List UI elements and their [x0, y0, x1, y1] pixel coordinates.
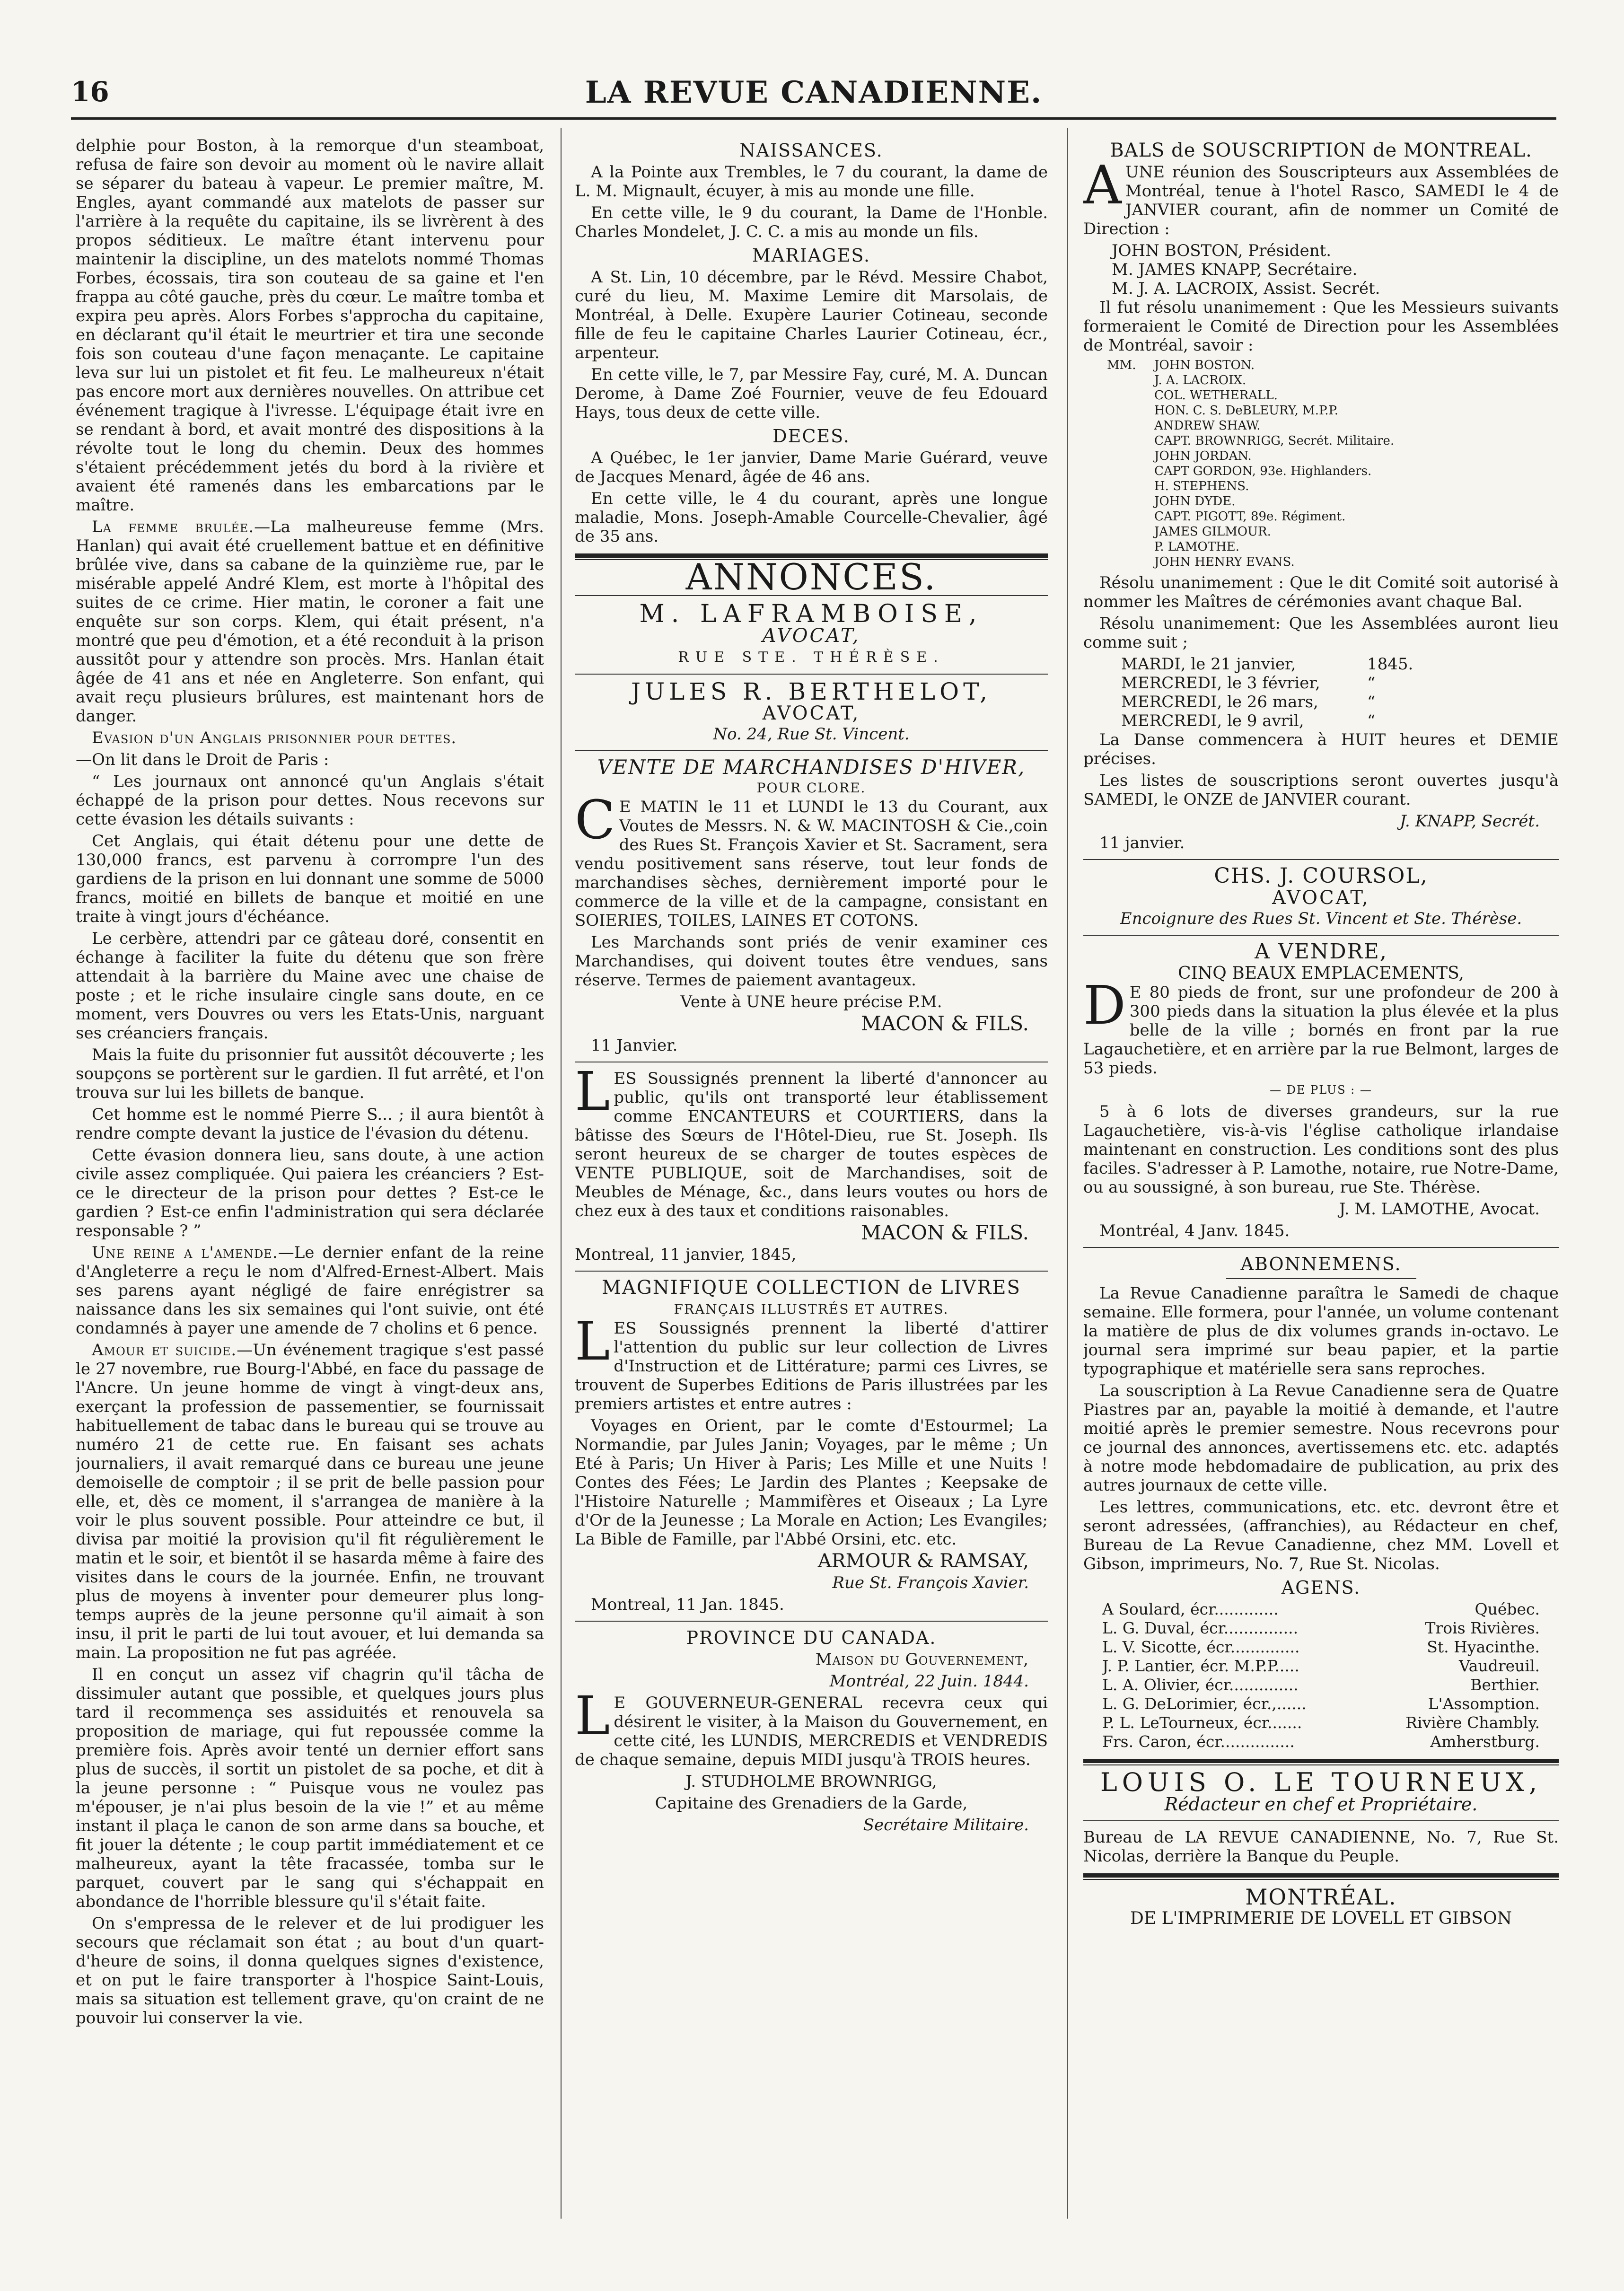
committee-member: CAPT GORDON, 93e. Highlanders. — [1154, 464, 1372, 478]
rule — [1226, 1278, 1416, 1279]
abonnemens-title: ABONNEMENS. — [1240, 1254, 1402, 1274]
bals-title: BALS de SOUSCRIPTION de MONTREAL. — [1110, 140, 1532, 161]
date-year: “ — [1367, 674, 1376, 693]
article-reine — [76, 1243, 544, 1338]
province-title: PROVINCE DU CANADA. — [686, 1627, 937, 1648]
vendre-text: E 80 pieds de front, sur une profondeur de 200 à 300 pieds dans la situation la plus élevée et la plus belle de la ville ; bornés en front par la rue Lagauchetière, et en arrière par la rue Belmont, larges de 53 pieds. — [1083, 983, 1559, 1078]
committee-member: ANDREW SHAW. — [1154, 419, 1261, 433]
section-rule — [1083, 1759, 1559, 1765]
province-text: E GOUVERNEUR-GENERAL recevra ceux qui désirent le visiter, à la Maison du Gouvernement, en cette cité, les LUNDIS, MERCREDIS et VENDREDIS de chaque semaine, depuis MIDI jusqu'à TROIS heures. — [575, 1694, 1048, 1769]
article-paragraph: delphie pour Boston, à la remorque d'un steamboat, refusa de faire son devoir au moment où le navire allait se séparer du bateau à vapeur. Le premier maître, M. Engles, ayant commandé aux matelots de passer sur l'arrière à la requête du capitaine, ils se livrèrent à des propos séditieux. Le maître étant intervenu pour maintenir la discipline, un des matelots nommé Thomas Forbes, écossais, tira son couteau de sa gaine et l'en frappa au côté gauche, près du cœur. Le maître tomba et expira peu après. Alors Forbes s'approcha du capitaine, en déclarant qu'il était le meurtrier et tira une seconde fois son couteau d'une façon menaçante. Le capitaine leva sur lui un pistolet et fit feu. Le malheureux n'était pas encore mort aux dernières nouvelles. On attribue cet événement tragique à l'ivresse. L'équipage était ivre en se rendant à bord, et avait montré des dispositions à la révolte tout le long du chemin. Deux des hommes s'étaient précédemment jetés du bord à la rivière et avaient été ramenés dans les embarcations par le maître. — [76, 136, 544, 515]
agent-row — [1102, 1619, 1540, 1638]
bals-danse: La Danse commencera à HUIT heures et DEMIE précises. — [1083, 730, 1559, 768]
committee-member: H. STEPHENS. — [1154, 479, 1249, 493]
rule — [575, 750, 1048, 751]
article-paragraph: Cet Anglais, qui était détenu pour une dette de 130,000 francs, est parvenu à corrompre l'un des gardiens de la prison en lui donnant une somme de 5000 francs, moitié en billets de banque et moitié en une traite à vingt jours d'échéance. — [76, 832, 544, 926]
agent-name: L. G. Duval, écr............... — [1102, 1619, 1299, 1637]
vente-signature: MACON & FILS. — [861, 1012, 1029, 1035]
encan-signature: MACON & FILS. — [861, 1221, 1029, 1244]
berthelot-title: AVOCAT, — [762, 702, 860, 724]
date-row — [1121, 693, 1559, 711]
agent-place: Trois Rivières. — [1425, 1619, 1540, 1637]
vendre-body2: 5 à 6 lots de diverses grandeurs, sur la rue Lagauchetière, vis-à-vis l'église catholique irlandaise maintenant en construction. Les conditions sont des plus faciles. S'adresser à P. Lamothe, notaire, rue Notre-Dame, ou au soussigné, à son bureau, rue Ste. Thérèse. — [1083, 1102, 1559, 1197]
article-evasion — [76, 729, 544, 747]
rule — [1083, 1247, 1559, 1248]
vente-subtitle: POUR CLORE. — [756, 780, 866, 796]
province-signature-role: Secrétaire Militaire. — [863, 1816, 1029, 1835]
agent-name: Frs. Caron, écr............... — [1102, 1732, 1295, 1751]
notice-paragraph: A Québec, le 1er janvier, Dame Marie Guérard, veuve de Jacques Menard, âgée de 46 ans. — [575, 448, 1048, 486]
notice-paragraph: A St. Lin, 10 décembre, par le Révd. Messire Chabot, curé du lieu, M. Maxime Lemire dit Marsolais, de Montréal, à Delle. Exupère Laurier Cotineau, seconde fille de feu le capitaine Charles Laurier Cotineau, écr., arpenteur. — [575, 268, 1048, 362]
column-news — [76, 136, 544, 2241]
committee-member: COL. WETHERALL. — [1154, 388, 1278, 403]
vendre-date: Montréal, 4 Janv. 1845. — [1099, 1221, 1290, 1240]
bals-officers — [1112, 241, 1559, 298]
bals-resolution: Il fut résolu unanimement : Que les Messieurs suivants formeraient le Comité de Direction pour les Assemblées de Montréal, savoir : — [1083, 298, 1559, 355]
drop-cap: A — [1083, 155, 1122, 216]
bals-date: 11 janvier. — [1099, 834, 1185, 852]
vente-time: Vente à UNE heure précise P.M. — [680, 992, 942, 1011]
agent-name: A Soulard, écr............. — [1102, 1600, 1279, 1618]
article-text: —Le dernier enfant de la reine d'Angleterre a reçu le nom d'Alfred-Ernest-Albert. Mais ses parens ayant négligé de faire enrégistrer sa naissance dans les six semaines qui l'ont suivie, ont été condamnés à payer une amende de 7 cholins et 6 pence. — [76, 1243, 544, 1338]
date-day: MERCREDI, le 26 mars, — [1121, 693, 1318, 711]
bals-signature: J. KNAPP, Secrét. — [1399, 812, 1540, 831]
article-paragraph: Cette évasion donnera lieu, sans doute, à une action civile assez compliquée. Qui paiera les créanciers ? Est-ce le directeur de la prison pour dettes ? Est-ce le gardien ? Est-ce enfin l'administration qui sera déclarée responsable ? ” — [76, 1146, 544, 1240]
article-paragraph: On s'empressa de le relever et de lui prodiguer les secours que réclamait son état ; au bout d'un quart-d'heure de soins, il donna quelques signes d'existence, et on put le faire transporter à l'hospice Saint-Louis, mais sa situation est tellement grave, qu'on craint de ne pouvoir lui conserver la vie. — [76, 1914, 544, 2028]
committee-member: HON. C. S. DeBLEURY, M.P.P. — [1154, 404, 1338, 418]
date-row — [1121, 655, 1559, 674]
article-heading: La femme brulée. — [92, 518, 255, 536]
article-paragraph: Il en conçut un assez vif chagrin qu'il tâcha de dissimuler autant que possible, et quelques jours plus tard il recommença ses assiduités et renouvela sa proposition de mariage, qui fut repoussée comme la première fois. Après avoir tenté un dernier effort sans plus de succès, il sortit un pistolet de sa poche, et dit à la jeune personne : “ Puisque vous ne voulez pas m'épouser, je n'ai plus besoin de la vie !” et au même instant il plaça le canon de son arme dans sa bouche, et fit jouer la détente ; le coup partit immédiatement et ce malheureux, ayant la tête fracassée, tomba sur le parquet, couvert par le sang qui s'échappait en abondance de l'horrible blessure qu'il s'était faite. — [76, 1665, 544, 1911]
date-row — [1121, 674, 1559, 693]
article-paragraph: Cet homme est le nommé Pierre S... ; il aura bientôt à rendre compte devant la justice de l'évasion du détenu. — [76, 1105, 544, 1143]
agent-place: Québec. — [1475, 1600, 1540, 1618]
agent-name: J. P. Lantier, écr. M.P.P..... — [1102, 1657, 1299, 1675]
coursol-address: Encoignure des Rues St. Vincent et Ste. Thérèse. — [1120, 909, 1522, 928]
drop-cap: C — [575, 790, 615, 851]
livres-signature: ARMOUR & RAMSAY, — [817, 1550, 1029, 1572]
article-text: —Un événement tragique s'est passé le 27 novembre, rue Bourg-l'Abbé, en face du passage de l'Ancre. Un jeune homme de vingt à vingt-deux ans, exerçant la profession de passementier, se fournissait habituellement de tabac dans le bureau qui se trouve au numéro 21 de cette rue. En faisant ses achats journaliers, il avait remarqué dans ce bureau une jeune demoiselle de comptoir ; il se prit de belle passion pour elle, et, dès ce moment, il s'arrangea de manière à la voir le plus souvent possible. Pour atteindre ce but, il divisa par moitié la provision qu'il fit régulièrement le matin et le soir, et bientôt il se hasarda même à faire des visites dans le cours de la journée. Enfin, ne trouvant plus de moyens à inventer pour demeurer plus long-temps auprès de la jeune personne qu'il aimait à son insu, il prit le parti de lui tout avouer, et lui demanda sa main. La proposition ne fut pas agréée. — [76, 1341, 544, 1662]
province-body — [575, 1685, 1048, 1769]
agent-row — [1102, 1638, 1540, 1657]
livres-subtitle: FRANÇAIS ILLUSTRÉS ET AUTRES. — [674, 1301, 949, 1317]
page-number: 16 — [71, 76, 109, 108]
agent-row — [1102, 1676, 1540, 1694]
abonnemens-paragraph: La Revue Canadienne paraîtra le Samedi de chaque semaine. Elle formera, pour l'année, un volume contenant la matière de plus de dix volumes grands in-octavo. Le journal sera imprimé sur beau papier, et la partie typographique et matérielle sera sans reproches. — [1083, 1284, 1559, 1378]
annonces-title: ANNONCES. — [685, 556, 937, 598]
section-rule — [1083, 1873, 1559, 1880]
rule — [575, 674, 1048, 675]
livres-title: MAGNIFIQUE COLLECTION de LIVRES — [602, 1277, 1021, 1299]
naissances-title: NAISSANCES. — [739, 140, 883, 161]
vendre-signature: J. M. LAMOTHE, Avocat. — [1339, 1200, 1540, 1219]
coursol-title: AVOCAT, — [1272, 887, 1370, 909]
vendre-title: A VENDRE, — [1255, 939, 1387, 964]
drop-cap: L — [575, 1061, 610, 1123]
agent-place: Amherstburg. — [1430, 1732, 1540, 1751]
mariages-title: MARIAGES. — [752, 245, 871, 266]
article-heading: Evasion d'un Anglais prisonnier pour dettes. — [92, 729, 457, 747]
agent-place: Vaudreuil. — [1458, 1657, 1540, 1675]
committee-member: JOHN JORDAN. — [1154, 449, 1252, 463]
encan-date: Montreal, 11 janvier, 1845, — [575, 1245, 797, 1264]
vendre-body — [1083, 975, 1559, 1078]
bureau-address: Bureau de LA REVUE CANADIENNE, No. 7, Rue St. Nicolas, derrière la Banque du Peuple. — [1083, 1828, 1559, 1866]
province-signature: J. STUDHOLME BROWNRIGG, — [685, 1772, 937, 1791]
agent-name: L. V. Sicotte, écr.............. — [1102, 1638, 1300, 1656]
laframboise-name: M. LAFRAMBOISE, — [639, 600, 983, 628]
vente-body — [575, 790, 1048, 930]
article-amour — [76, 1341, 544, 1662]
column-notices — [1083, 136, 1559, 2241]
date-day: MERCREDI, le 3 février, — [1121, 674, 1320, 693]
date-year: “ — [1367, 711, 1376, 730]
editor-name: LOUIS O. LE TOURNEUX, — [1100, 1767, 1542, 1797]
deces-title: DECES. — [772, 426, 850, 447]
bals-resolution: Résolu unanimement : Que le dit Comité soit autorisé à nommer les Maîtres de cérémonies avant chaque Bal. — [1083, 573, 1559, 611]
laframboise-title: AVOCAT, — [762, 625, 860, 647]
coursol-name: CHS. J. COURSOL, — [1214, 864, 1428, 888]
officer-line: M. J. A. LACROIX, Assist. Secrét. — [1112, 279, 1380, 298]
vente-text: E MATIN le 11 et LUNDI le 13 du Courant, aux Voutes de Messrs. N. & W. MACINTOSH & Cie.,coin des Rues St. François Xavier et St. Sacrament, sera vendu positivement sans réserve, tout leur fonds de marchandises sèches, dernièrement importé pour le commerce de la ville et de la campagne, consistant en SOIERIES, TOILES, LAINES ET COTONS. — [575, 798, 1048, 930]
bals-text: UNE réunion des Souscripteurs aux Assemblées de Montréal, tenue à l'hotel Rasco, SAMEDI le 4 de JANVIER courant, afin de nommer un Comité de Direction : — [1083, 163, 1559, 238]
page-header — [71, 71, 1556, 114]
vente-body2: Les Marchands sont priés de venir examiner ces Marchandises, qui doivent toutes être vendues, sans réserve. Termes de paiement avantageux. — [575, 933, 1048, 990]
rule — [575, 1271, 1048, 1272]
agents-title: AGENS. — [1281, 1577, 1361, 1598]
berthelot-name: JULES R. BERTHELOT, — [631, 678, 992, 705]
livres-text: ES Soussignés prennent la liberté d'attirer l'attention du public sur leur collection de Livres d'Instruction et de Littérature; parmi ces Livres, se trouvent de Superbes Editions de Paris illustrées par les premiers artistes et entre autres : — [575, 1319, 1048, 1413]
rule — [1083, 1820, 1559, 1821]
imprint-city: MONTRÉAL. — [1245, 1884, 1397, 1910]
article-paragraph: Le cerbère, attendri par ce gâteau doré, consentit en échange à faciliter la fuite du détenu que son frère attendait à la barrière du Maine avec une chaise de poste ; et le riche insulaire cingle sans doute, en ce moment, vers Douvres ou vers les Etats-Unis, narguant ses créanciers français. — [76, 929, 544, 1043]
livres-date: Montreal, 11 Jan. 1845. — [591, 1595, 784, 1614]
date-year: 1845. — [1367, 655, 1413, 674]
committee-label: MM. — [1107, 358, 1136, 372]
committee-member: JOHN DYDE. — [1154, 494, 1236, 509]
vente-date: 11 Janvier. — [591, 1036, 678, 1055]
agent-place: Rivière Chambly. — [1405, 1713, 1540, 1732]
agent-name: L. A. Olivier, écr.............. — [1102, 1676, 1299, 1694]
drop-cap: L — [575, 1311, 610, 1372]
committee-member: P. LAMOTHE. — [1154, 540, 1239, 554]
column-divider — [561, 128, 562, 2219]
date-day: MARDI, le 21 janvier, — [1121, 655, 1296, 674]
article-heading: Une reine a l'amende. — [92, 1243, 278, 1262]
masthead: LA REVUE CANADIENNE. — [585, 75, 1043, 110]
article-heading: Amour et suicide. — [92, 1341, 237, 1360]
committee-member: CAPT. PIGOTT, 89e. Régiment. — [1154, 509, 1346, 524]
laframboise-address: RUE STE. THÉRÈSE. — [678, 649, 945, 666]
article-femme — [76, 518, 544, 726]
drop-cap: D — [1083, 975, 1126, 1036]
livres-list: Voyages en Orient, par le comte d'Estourmel; La Normandie, par Jules Janin; Voyages, par le même ; Un Eté à Paris; Un Hiver à Paris; Les Mille et une Nuits ! Contes des Fées; Le Jardin des Plantes ; Keepsake de l'Histoire Naturelle ; Mammifères et Oiseaux ; La Lyre d'Or de la Jeunesse ; La Morale en Action; Les Evangiles; La Bible de Famille, par l'Abbé Orsini, etc. etc. — [575, 1416, 1048, 1549]
date-year: “ — [1367, 693, 1376, 711]
province-place: Maison du Gouvernement, — [815, 1650, 1029, 1669]
committee-member: J. A. LACROIX. — [1154, 373, 1247, 387]
officer-line: M. JAMES KNAPP, Secrétaire. — [1112, 260, 1358, 279]
editor-title: Rédacteur en chef et Propriétaire. — [1164, 1794, 1478, 1815]
bals-dates — [1121, 655, 1559, 730]
rule — [1083, 859, 1559, 860]
date-day: MERCREDI, le 9 avril, — [1121, 711, 1304, 730]
agent-row — [1102, 1732, 1540, 1751]
encan-body — [575, 1061, 1048, 1220]
column-announcements — [575, 136, 1048, 2241]
notice-paragraph: En cette ville, le 4 du courant, après une longue maladie, Mons. Joseph-Amable Courcelle-Chevalier, âgé de 35 ans. — [575, 489, 1048, 546]
article-paragraph: “ Les journaux ont annoncé qu'un Anglais s'était échappé de la prison pour dettes. Nous recevons sur cette évasion les détails suivants : — [76, 772, 544, 829]
abonnemens-paragraph: La souscription à La Revue Canadienne sera de Quatre Piastres par an, payable la moitié à demande, et l'autre moitié après le premier semestre. Nous recevrons pour ce journal des annonces, avertissemens etc. etc. adaptés à notre mode hebdomadaire de publication, au prix des autres journaux de cette ville. — [1083, 1381, 1559, 1495]
committee-list — [1107, 358, 1559, 570]
header-rule — [71, 117, 1556, 120]
vendre-subtitle: CINQ BEAUX EMPLACEMENTS, — [1178, 964, 1464, 983]
vente-title: VENTE DE MARCHANDISES D'HIVER, — [597, 755, 1026, 779]
article-text: —La malheureuse femme (Mrs. Hanlan) qui avait été cruellement battue et en définitive brûlée vive, dans sa cabane de la quinzième rue, par le misérable appelé André Klem, est morte à l'hôpital des suites de ce crime. Hier matin, le coroner a fait une enquête sur son corps. Klem, qui était présent, n'a montré que peu d'émotion, et a été reconduit à la prison aussitôt pour y attendre son procès. Mrs. Hanlan était âgée de 41 ans et née en Angleterre. Son enfant, qui avait reçu plusieurs brûlures, est maintenant hors de danger. — [76, 518, 544, 726]
agent-place: Berthier. — [1470, 1676, 1540, 1694]
column-divider — [1067, 128, 1068, 2219]
notice-paragraph: En cette ville, le 9 du courant, la Dame de l'Honble. Charles Mondelet, J. C. C. a mis au monde un fils. — [575, 203, 1048, 241]
imprint: DE L'IMPRIMERIE DE LOVELL ET GIBSON — [1130, 1909, 1512, 1928]
agent-row — [1102, 1657, 1540, 1676]
bals-body — [1083, 155, 1559, 238]
notice-paragraph: En cette ville, le 7, par Messire Fay, curé, M. A. Duncan Derome, à Dame Zoé Fournier, veuve de feu Edouard Hays, tous deux de cette ville. — [575, 365, 1048, 422]
agent-place: St. Hyacinthe. — [1427, 1638, 1540, 1656]
date-row — [1121, 711, 1559, 730]
article-paragraph: —On lit dans le Droit de Paris : — [76, 750, 329, 769]
committee-member: JOHN BOSTON. — [1154, 358, 1255, 372]
abonnemens-paragraph: Les lettres, communications, etc. etc. devront être et seront adressées, (affranchies), au Rédacteur en chef, Bureau de La Revue Canadienne, chez MM. Lovell et Gibson, imprimeurs, No. 7, Rue St. Nicolas. — [1083, 1498, 1559, 1573]
officer-line: JOHN BOSTON, Président. — [1112, 241, 1332, 260]
livres-address: Rue St. François Xavier. — [832, 1573, 1029, 1592]
committee-member: JAMES GILMOUR. — [1154, 525, 1271, 539]
berthelot-address: No. 24, Rue St. Vincent. — [713, 725, 910, 744]
committee-member: CAPT. BROWNRIGG, Secrét. Militaire. — [1154, 434, 1395, 448]
rule — [1083, 935, 1559, 936]
vendre-de-plus: — DE PLUS : — — [1270, 1083, 1372, 1097]
agent-name: P. L. LeTourneux, écr....... — [1102, 1713, 1302, 1732]
agent-row — [1102, 1713, 1540, 1732]
drop-cap: L — [575, 1685, 610, 1747]
notice-paragraph: A la Pointe aux Trembles, le 7 du courant, la dame de L. M. Mignault, écuyer, à mis au monde une fille. — [575, 163, 1048, 201]
agent-place: L'Assomption. — [1428, 1694, 1540, 1713]
agents-list — [1102, 1600, 1540, 1751]
province-date: Montréal, 22 Juin. 1844. — [829, 1672, 1029, 1691]
livres-body — [575, 1311, 1048, 1413]
rule — [575, 1621, 1048, 1622]
bals-listes: Les listes de souscriptions seront ouvertes jusqu'à SAMEDI, le ONZE de JANVIER courant. — [1083, 771, 1559, 809]
province-signature-title: Capitaine des Grenadiers de la Garde, — [655, 1794, 968, 1813]
agent-name: L. G. DeLorimier, écr.,...... — [1102, 1694, 1307, 1713]
bals-resolution: Résolu unanimement: Que les Assemblées auront lieu comme suit ; — [1083, 614, 1559, 652]
encan-text: ES Soussignés prennent la liberté d'annoncer au public, qu'ils ont transporté leur établissement comme ENCANTEURS et COURTIERS, dans la bâtisse des Sœurs de l'Hôtel-Dieu, rue St. Joseph. Ils seront heureux de se charger de toutes espèces de VENTE PUBLIQUE, soit de Marchandises, soit de Meubles de Ménage, &c., dans leurs voutes ou hors de chez eux à des taux et conditions raisonables. — [575, 1069, 1048, 1220]
article-paragraph: Mais la fuite du prisonnier fut aussitôt découverte ; les soupçons se portèrent sur le gardien. Il fut arrêté, et l'on trouva sur lui les billets de banque. — [76, 1045, 544, 1102]
agent-row — [1102, 1694, 1540, 1713]
agent-row — [1102, 1600, 1540, 1619]
committee-member: JOHN HENRY EVANS. — [1154, 555, 1295, 569]
